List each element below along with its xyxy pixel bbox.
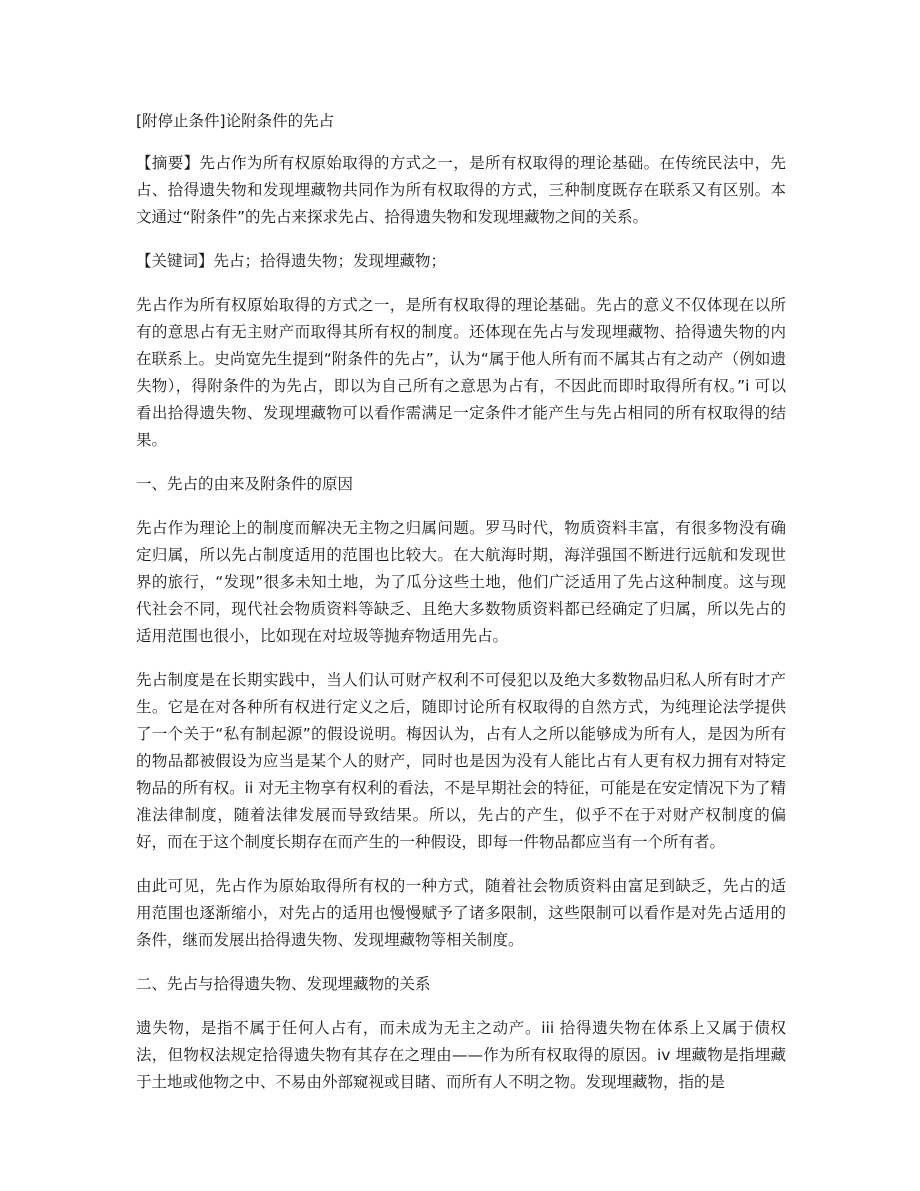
abstract-label: 【摘要】: [136, 154, 200, 172]
section-1-paragraph-3: 由此可见，先占作为原始取得所有权的一种方式，随着社会物质资料由富足到缺乏，先占的适用范围也逐渐缩小，对先占的适用也慢慢赋予了诸多限制，这些限制可以看作是对先占适用的条件，继而发展出拾得遗失物、发现埋藏物等相关制度。: [136, 877, 786, 949]
abstract-paragraph: [136, 150, 786, 231]
section-1-heading: 一、先占的由来及附条件的原因: [136, 475, 354, 493]
section-1-paragraph-2: 先占制度是在长期实践中，当人们认可财产权利不可侵犯以及绝大多数物品归私人所有时才产生。它是在对各种所有权进行定义之后，随即讨论所有权取得的自然方式，为纯理论法学提供了一个关于“私有制起源”的假设说明。梅因认为，占有人之所以能够成为所有人，是因为所有的物品都被假设为应当是某个人的财产，同时也是因为没有人能比占有人更有权力拥有对特定物品的所有权。ii 对无主物享有权利的看法，不是早期社会的特征，可能是在安定情况下为了精准法律制度，随着法律发展而导致结果。所以，先占的产生，似乎不在于对财产权制度的偏好，而在于这个制度长期存在而产生的一种假设，即每一件物品都应当有一个所有者。: [136, 671, 786, 851]
keywords-text: 先占；拾得遗失物；发现埋藏物；: [213, 252, 447, 270]
keywords-paragraph: [136, 248, 786, 275]
abstract-text: 先占作为所有权原始取得的方式之一，是所有权取得的理论基础。在传统民法中，先占、拾得遗失物和发现埋藏物共同作为所有权取得的方式，三种制度既存在联系又有区别。本文通过“附条件”的先占来探求先占、拾得遗失物和发现埋藏物之间的关系。: [136, 154, 786, 226]
section-2-heading: 二、先占与拾得遗失物、发现埋藏物的关系: [136, 975, 431, 993]
document-title: [136, 108, 786, 135]
intro-paragraph: 先占作为所有权原始取得的方式之一，是所有权取得的理论基础。先占的意义不仅体现在以所有的意思占有无主财产而取得其所有权的制度。还体现在先占与发现埋藏物、拾得遗失物的内在联系上。史尚宽先生提到“附条件的先占”，认为“属于他人所有而不属其占有之动产（例如遗失物），得附条件的为先占，即以为自己所有之意思为占有，不因此而即时取得所有权。”i 可以看出拾得遗失物、发现埋藏物可以看作需满足一定条件才能产生与先占相同的所有权取得的结果。: [136, 296, 786, 449]
section-2-paragraph-1: 遗失物，是指不属于任何人占有，而未成为无主之动产。iii 拾得遗失物在体系上又属于债权法，但物权法规定拾得遗失物有其存在之理由——作为所有权取得的原因。iv 埋藏物是指埋藏于土地或他物之中、不易由外部窥视或目睹、而所有人不明之物。发现埋藏物，指的是: [136, 1019, 786, 1091]
section-1-paragraph-1: 先占作为理论上的制度而解决无主物之归属问题。罗马时代，物质资料丰富，有很多物没有确定归属，所以先占制度适用的范围也比较大。在大航海时期，海洋强国不断进行远航和发现世界的旅行，“发现”很多未知土地，为了瓜分这些土地，他们广泛适用了先占这种制度。这与现代社会不同，现代社会物质资料等缺乏、且绝大多数物质资料都已经确定了归属，所以先占的适用范围也很小，比如现在对垃圾等抛弃物适用先占。: [136, 519, 786, 645]
title-text: [附停止条件]论附条件的先占: [136, 112, 335, 130]
keywords-label: 【关键词】: [136, 252, 214, 270]
document-body: [136, 108, 786, 1113]
